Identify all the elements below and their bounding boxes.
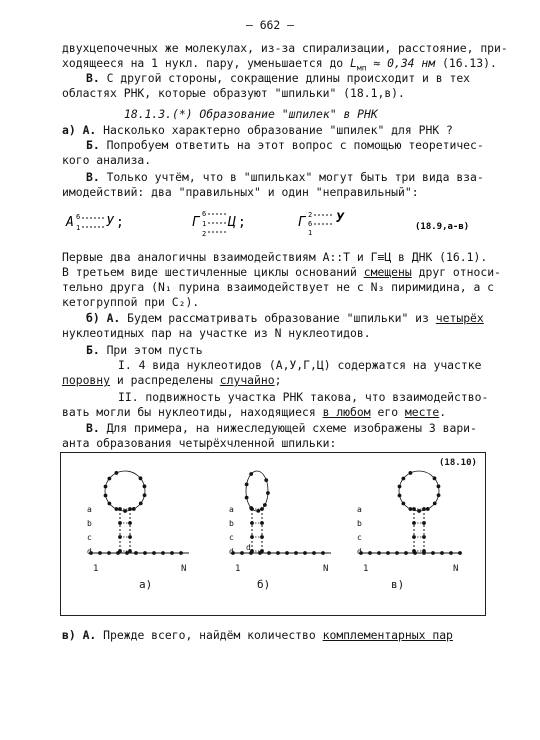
text-line: имодействий: два "правильных" и один "неправильный":: [62, 185, 419, 199]
bold-label: В.: [86, 170, 100, 184]
nucleotide-dot: [431, 551, 435, 555]
nucleotide-dot: [312, 551, 316, 555]
value-span: ≈ 0,34 нм: [373, 56, 436, 70]
atom-number: 1: [76, 224, 81, 232]
atom-number: 2: [308, 211, 313, 219]
bold-label: в) А.: [62, 628, 97, 642]
text-span: Прежде всего, найдём количество: [103, 628, 323, 642]
text-line: [86, 170, 484, 184]
nucleotide-dot: [440, 551, 444, 555]
nucleotide-dot: [170, 551, 174, 555]
text-span: вать могли бы нуклеотиды, находящиеся: [62, 405, 323, 419]
nucleotide-dot: [152, 551, 156, 555]
bold-label: Б.: [86, 343, 100, 357]
text-span: его: [370, 405, 405, 419]
atom-number: 6: [202, 210, 207, 218]
row-label: c: [229, 533, 234, 542]
text-line: [62, 265, 501, 279]
atom-number: 1: [308, 229, 313, 237]
nucleotide-dot: [98, 551, 102, 555]
loop-outline: [105, 471, 145, 511]
underlined-span: в любом: [322, 405, 371, 419]
base-symbol: Г: [192, 215, 200, 230]
position-1-label: 1: [93, 564, 99, 574]
base-symbol: Ц: [228, 215, 236, 230]
separator: ;: [116, 215, 124, 230]
text-line: [86, 138, 484, 152]
nucleotide-dot: [240, 551, 244, 555]
text-span: Для примера, на нижеследующей схеме изображены 3 вари-: [106, 421, 477, 435]
base-symbol: У: [106, 215, 114, 230]
bold-label: В.: [86, 421, 100, 435]
nucleotide-dot: [377, 551, 381, 555]
atom-number: 6: [308, 220, 313, 228]
base-symbol: У: [336, 211, 344, 226]
nucleotide-dot: [458, 551, 462, 555]
bold-label: Б.: [86, 138, 100, 152]
nucleotide-dot: [107, 551, 111, 555]
atom-number: 6: [76, 213, 81, 221]
row-label: a: [87, 505, 92, 514]
nucleotide-dot: [267, 551, 271, 555]
text-span: ;: [274, 373, 282, 387]
underlined-span: случайно: [219, 373, 275, 387]
text-line: [86, 71, 470, 85]
caption-b: б): [257, 578, 271, 591]
loop-outline: [246, 471, 268, 511]
text-line: двухцепочечных же молекулах, из-за спирализации, расстояние, при-: [62, 41, 508, 55]
nucleotide-dot: [449, 551, 453, 555]
nucleotide-dot: [294, 551, 298, 555]
hairpin-figure: [60, 452, 486, 616]
row-label: d: [246, 543, 251, 552]
pair-equation: [60, 206, 490, 242]
text-line: анта образования четырёхчленной шпильки:: [62, 436, 337, 450]
page-number: – 662 –: [245, 18, 294, 32]
underlined-span: комплементарных пар: [322, 628, 453, 642]
nucleotide-dot: [285, 551, 289, 555]
equation-number: (18.9,а-в): [415, 222, 470, 232]
nucleotide-dot: [143, 551, 147, 555]
hairpin-diagram: [61, 453, 485, 615]
text-span: При этом пусть: [106, 343, 203, 357]
nucleotide-dot: [395, 551, 399, 555]
caption-c: в): [391, 578, 405, 591]
nucleotide-dot: [404, 551, 408, 555]
position-1-label: 1: [235, 564, 241, 574]
row-label: c: [357, 533, 362, 542]
nucleotide-dot: [179, 551, 183, 555]
position-1-label: 1: [363, 564, 369, 574]
nucleotide-dot: [386, 551, 390, 555]
row-label: c: [87, 533, 92, 542]
atom-number: 2: [202, 230, 207, 238]
underlined-span: смещены: [363, 265, 412, 279]
text-span: Попробуем ответить на этот вопрос с помощью теоретичес-: [106, 138, 484, 152]
text-line: областях РНК, которые образуют "шпильки" (18.1,в).: [62, 86, 405, 100]
row-label: b: [229, 519, 234, 528]
loop-outline: [399, 471, 439, 511]
text-span: В третьем виде шестичленные циклы оснований: [62, 265, 364, 279]
text-span: друг относи-: [411, 265, 501, 279]
text-line: нуклеотидных пар на участке из N нуклеотидов.: [62, 326, 371, 340]
underlined-span: поровну: [62, 373, 111, 387]
underlined-span: месте: [404, 405, 440, 419]
text-line: кого анализа.: [62, 153, 152, 167]
text-line: кетогруппой при C₂).: [62, 295, 200, 309]
text-span: Будем рассматривать образование "шпильки" из: [127, 311, 436, 325]
text-line: [86, 343, 203, 357]
symbol-L: L: [350, 56, 357, 70]
row-label: b: [87, 519, 92, 528]
bold-label: б) А.: [86, 311, 121, 325]
figure-number: (18.10): [439, 458, 477, 468]
text-span: .: [439, 405, 447, 419]
text-line: [86, 421, 477, 435]
nucleotide-dot: [134, 551, 138, 555]
row-label: b: [357, 519, 362, 528]
bold-label: В.: [86, 71, 100, 85]
base-symbol: Г: [298, 215, 306, 230]
text-line: [62, 373, 281, 387]
text-line: тельно друга (N₁ пурина взаимодействует не с N₃ пиримидина, а с: [62, 280, 495, 294]
text-span: Только учтём, что в "шпильках" могут быть три вида вза-: [106, 170, 484, 184]
text-line: [86, 311, 484, 325]
row-label: d: [87, 547, 92, 556]
nucleotide-dot: [368, 551, 372, 555]
ref-span: (16.13).: [441, 56, 497, 70]
text-span: С другой стороны, сокращение длины происходит и в тех: [106, 71, 471, 85]
underlined-span: четырёх: [435, 311, 484, 325]
text-line: [62, 405, 446, 419]
nucleotide-dot: [276, 551, 280, 555]
row-label: d: [229, 547, 234, 556]
position-N-label: N: [453, 564, 459, 574]
nucleotide-dot: [303, 551, 307, 555]
text-span: Насколько характерно образование "шпилек" для РНК ?: [103, 123, 453, 137]
caption-a: а): [139, 578, 153, 591]
bold-label: а) А.: [62, 123, 97, 137]
row-label: a: [357, 505, 362, 514]
text-span: ходящееся на 1 нукл. пару, уменьшается до: [62, 56, 344, 70]
text-line: I. 4 вида нуклеотидов (А,У,Г,Ц) содержатся на участке: [118, 358, 482, 372]
text-line: [62, 123, 453, 137]
section-heading: 18.1.3.(*) Образование "шпилек" в РНК: [124, 107, 378, 121]
base-symbol: А: [66, 215, 74, 230]
row-label: d: [357, 547, 362, 556]
nucleotide-dot: [161, 551, 165, 555]
separator: ;: [238, 215, 246, 230]
position-N-label: N: [181, 564, 187, 574]
symbol-subscript: мп: [356, 63, 367, 73]
text-line: II. подвижность участка РНК такова, что взаимодейство-: [118, 390, 489, 404]
atom-number: 1: [202, 220, 207, 228]
row-label: a: [229, 505, 234, 514]
nucleotide-dot: [321, 551, 325, 555]
position-N-label: N: [323, 564, 329, 574]
text-line: Первые два аналогичны взаимодействиям А::Т и Г≡Ц в ДНК (16.1).: [62, 250, 488, 264]
text-line: [62, 628, 453, 642]
text-span: и распределены: [110, 373, 220, 387]
